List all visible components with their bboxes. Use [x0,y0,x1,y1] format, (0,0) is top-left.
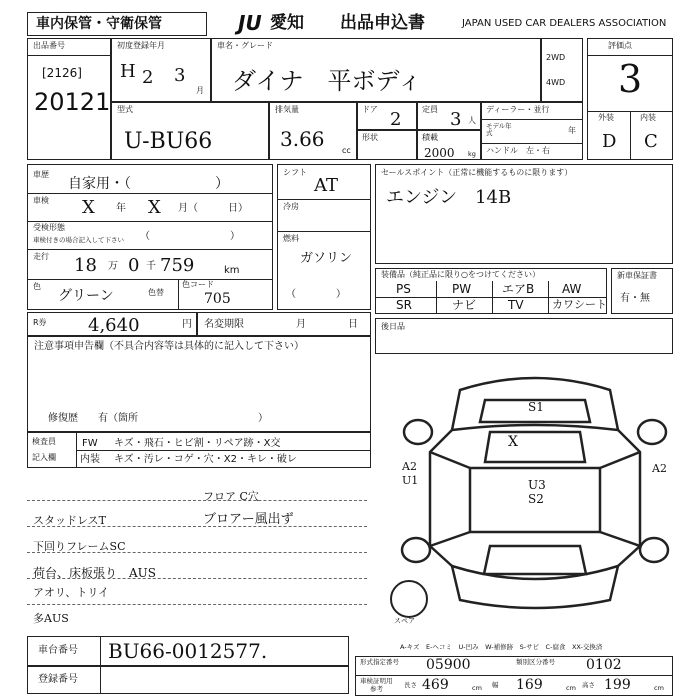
remark-3: ブロアー風出ず [203,512,294,527]
registration-year: 2 [142,67,154,88]
cert-label: 車検証明用 [360,677,393,685]
name-change-box [197,312,371,336]
registration-box [111,38,211,102]
capacity-box [417,102,481,130]
sales-point-box [375,164,673,264]
name-change-month: 月 [296,319,306,330]
inspection-year-unit: 年 [116,203,126,214]
capacity-label: 定員 [422,105,438,114]
storage-note: 車内保管・守衛保管 [36,16,162,32]
load-label: 積載 [422,133,438,142]
name-change-label: 名変期限 [204,319,244,330]
fuel-sub: （ ） [286,289,346,300]
diagram-mark-u3: U3 [528,478,546,492]
equipment-airbag: エアB [502,282,535,296]
inspection-label: 車検 [33,196,49,205]
model-code-box [111,102,269,160]
lot-box [27,38,111,160]
shift-label: シフト [283,168,307,177]
spare-circle [390,580,428,618]
receipt-label: 受検形態 [33,223,65,232]
warranty-value: 有・無 [620,293,650,304]
rear-notes-label: 後日品 [381,322,405,331]
remark-7: 多AUS [33,612,69,625]
remark-6: アオリ、トリイ [33,586,110,599]
diagram-mark-s2: S2 [528,492,544,506]
exterior-grade: D [602,131,617,152]
lot-sub: [2126] [42,66,82,80]
fuel-value: ガソリン [300,251,353,266]
equipment-pw: PW [452,282,472,296]
equipment-box [375,268,607,314]
displacement-unit: cc [342,146,351,155]
spec-box [355,656,673,696]
registration-month: 3 [174,65,186,86]
interior-label: 内装 [640,113,656,122]
height-label: 高さ [582,681,595,689]
fw-items: キズ・飛石・ヒビ割・リペア跡・X交 [114,438,281,449]
drive-box [541,38,583,102]
handle-label: ハンドル 左・右 [486,146,550,155]
sales-point-value: エンジン 14B [386,187,512,208]
color-value: グリーン [58,288,114,304]
displacement-box [269,102,357,160]
warranty-box [611,268,673,314]
dealer-label: ディーラー・並行 [486,105,550,114]
inspection-month: X [148,197,161,218]
model-year-unit: 年 [568,126,576,135]
grade-box [587,38,673,160]
color-code: 705 [204,291,231,307]
length-unit: cm [472,684,482,692]
interior-grade: C [644,131,658,152]
ref-label: 参考 [370,685,383,693]
plate-box [27,666,349,694]
color-code-label: 色コード [182,280,214,289]
remark-1: フロア C穴 [203,490,259,503]
width-value: 169 [516,677,543,693]
checker-box [27,432,371,468]
repair-history: 修復歴 有（箇所 ） [48,413,268,424]
fw-label: FW [82,438,98,449]
notes-box [27,336,371,432]
mileage-sen: 0 [128,255,140,276]
ju-logo: JU [238,11,262,35]
diagram-mark-s1: S1 [528,400,544,414]
recycle-unit: 円 [182,319,192,330]
doors-label: ドア [362,105,378,114]
length-value: 469 [422,677,449,693]
rear-notes-box [375,318,673,354]
model-name-value: ダイナ 平ボディ [232,67,422,95]
recycle-box [27,312,197,336]
ac-label: 冷房 [283,202,299,211]
interior-check-items: キズ・汚レ・コゲ・穴・X2・キレ・破レ [114,454,297,465]
diagram-mark-x: X [508,434,518,450]
load-unit: kg [468,150,476,158]
mileage-sen-unit: 千 [146,261,156,272]
equipment-tv: TV [508,298,524,312]
registration-month-unit: 月 [196,86,204,95]
spare-label: スペア [394,617,415,625]
displacement-label: 排気量 [275,105,299,114]
drive-2wd: 2WD [546,53,566,62]
diagram-mark-a2-left: A2 [402,460,417,473]
doors-value: 2 [390,109,402,130]
model-year-label: モデル年式 [486,122,512,138]
exterior-label: 外装 [598,113,614,122]
name-change-day: 日 [348,319,358,330]
doors-box [357,102,417,130]
diagram-mark-u1: U1 [402,474,419,487]
form-number-value: 05900 [426,657,471,673]
length-label: 長さ [404,681,417,689]
equipment-aw: AW [562,282,582,296]
remark-4: 下回りフレームSC [33,540,126,553]
mileage-label: 走行 [33,252,49,261]
chassis-label: 車台番号 [38,645,78,656]
height-value: 199 [604,677,631,693]
chassis-value: BU66-0012577. [108,639,268,663]
class-number-label: 類別区分番号 [516,658,555,666]
mileage-man-unit: 万 [108,261,118,272]
vehicle-info-block [27,164,273,310]
drive-4wd: 4WD [546,78,566,87]
remark-2: スタッドレスT [33,514,107,527]
grade-label: 評価点 [608,41,632,50]
equipment-leather: カワシート [552,298,607,311]
checker-label-1: 検査員 [32,437,56,446]
width-unit: cm [566,684,576,692]
recycle-value: 4,640 [88,315,140,336]
shift-fuel-block [277,164,371,310]
color-label: 色 [33,282,41,291]
damage-legend: A-キズ E-ヘコミ U-凹み W-補修跡 S-サビ C-腐食 XX-交換済 [400,643,603,651]
equipment-label: 装備品（純正品に限り○をつけてください） [381,270,540,279]
lot-label: 出品番号 [33,41,65,50]
equipment-sr: SR [396,298,412,312]
shift-value: AT [314,175,339,196]
mileage-rest: 759 [160,255,195,276]
shape-box [357,130,417,160]
remark-5: 荷台、床板張り AUS [33,566,157,580]
notes-label: 注意事項申告欄（不具合内容等は具体的に記入して下さい） [34,341,304,352]
inspection-month-unit: 月（ 日） [178,203,248,214]
form-number-label: 形式指定番号 [360,658,399,666]
history-label: 車歴 [33,170,49,179]
load-box [417,130,481,160]
height-unit: cm [654,684,664,692]
grade-value: 3 [618,57,643,101]
history-value: 自家用・（ ） [68,176,229,192]
registration-era: H [120,61,136,82]
org-name: 愛知 [270,13,304,33]
sales-point-label: セールスポイント（正常に機能するものに限ります） [381,168,573,177]
displacement-value: 3.66 [280,127,325,151]
receipt-value: （ ） [140,231,240,242]
shape-label: 形状 [362,133,378,142]
remarks-area [27,474,371,634]
dealer-box [481,102,583,160]
chassis-box [27,636,349,666]
inspection-year: X [82,197,95,218]
storage-note-box [27,12,207,36]
model-name-label: 車名・グレード [217,41,273,50]
lot-number: 20121 [34,88,111,116]
model-name-box [211,38,541,102]
checker-label-2: 記入欄 [32,453,56,462]
fuel-label: 燃料 [283,234,299,243]
equipment-ps: PS [396,282,411,296]
capacity-unit: 人 [468,116,476,125]
form-title: 出品申込書 [340,13,425,33]
interior-check-label: 内装 [80,454,100,465]
registration-label: 初度登録年月 [117,41,165,50]
diagram-mark-a2-right: A2 [652,462,667,475]
color-change-label: 色替 [148,288,164,297]
english-title: JAPAN USED CAR DEALERS ASSOCIATION [462,18,667,29]
mileage-man: 18 [74,255,97,276]
warranty-label: 新車保証書 [617,271,657,280]
model-code-value: U-BU66 [124,129,213,154]
class-number-value: 0102 [586,657,622,673]
mileage-unit: km [224,265,240,276]
equipment-navi: ナビ [452,298,477,312]
width-label: 幅 [492,681,499,689]
capacity-value: 3 [450,109,462,130]
recycle-label: R券 [33,318,47,327]
receipt-note: 車検付きの場合記入して下さい [33,236,124,244]
model-code-label: 型式 [117,105,133,114]
plate-label: 登録番号 [38,674,78,685]
load-value: 2000 [424,146,455,160]
